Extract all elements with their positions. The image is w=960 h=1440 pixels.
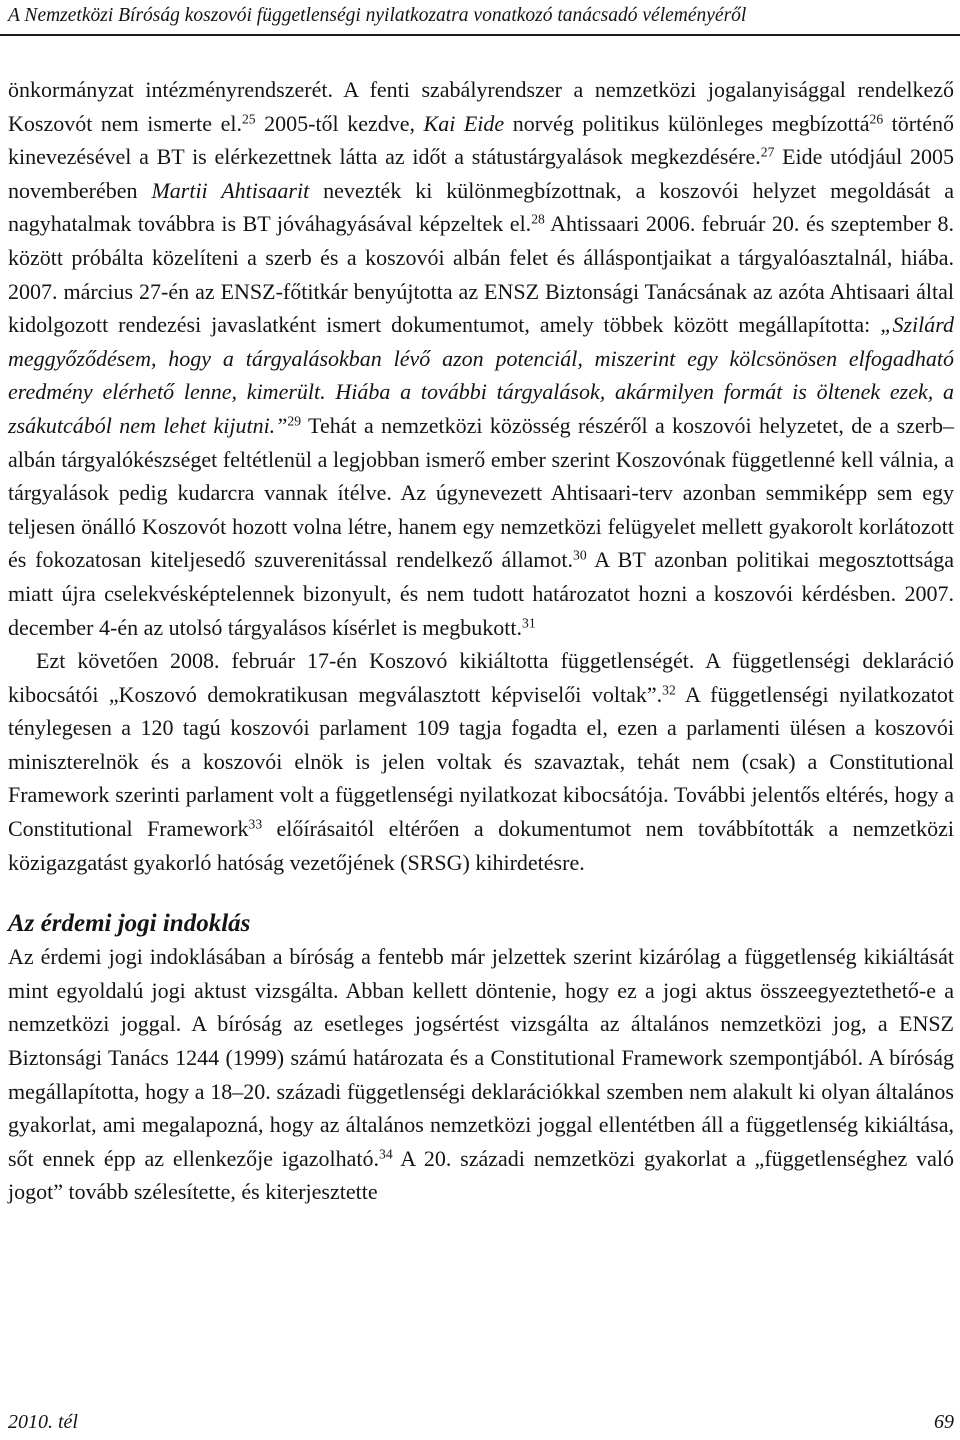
paragraph bbox=[8, 73, 954, 644]
footnote-ref: 34 bbox=[379, 1146, 393, 1162]
text-run: Eide utódjául 2005 novemberében bbox=[8, 144, 955, 203]
text-run: Ahtissaari 2006. február 20. és szeptember 8. között próbálta közelíteni a szerb és a koszovói albán felet és álláspontjaikat a tárgyalóasztalnál, hiába. 2007. március 27-én az ENSZ-főtitkár benyújtotta az ENSZ Biztonsági Tanácsának az azóta Ahtisaari által kidolgozott rendezési javaslatként ismert dokumentumot, amely többek között megállapította: bbox=[8, 211, 954, 338]
footnote-ref: 25 bbox=[241, 111, 256, 127]
text-run: nevezték ki különmegbízottnak, a koszovói helyzet megoldását a nagyhatalmak továbbra is BT jóváhagyásával képzeltek el. bbox=[8, 177, 954, 237]
footnote-ref: 27 bbox=[760, 144, 775, 160]
paragraph bbox=[8, 644, 954, 879]
text-run: előírásaitól eltérően a dokumentumot nem továbbították a nemzetközi közigazgatást gyakorló hatóság vezetőjének (SRSG) kihirdetésre. bbox=[8, 816, 954, 875]
footnote-ref: 28 bbox=[531, 211, 545, 227]
italic-name: Kai Eide bbox=[423, 110, 505, 136]
italic-name: Martii Ahtisaarit bbox=[151, 177, 310, 203]
text-run: történő kinevezésével a BT is elérkezettnek látta az időt a státustárgyalások megkezdésére. bbox=[8, 110, 954, 170]
footnote-ref: 29 bbox=[287, 413, 302, 429]
page-number: 69 bbox=[934, 1411, 954, 1433]
footnote-ref: 30 bbox=[573, 547, 587, 563]
footnote-ref: 33 bbox=[248, 816, 263, 832]
text-run: A függetlenségi nyilatkozatot ténylegesen a 120 tagú koszovói parlament 109 tagja fogadta el, ezen a parlamenti ülésen a koszovói miniszterelnök és a koszovói elnök is jelen voltak és szavaztak, tehát nem (csak) a Constitutional Framework szerinti parlament volt a függetlenségi nyilatkozat kibocsátója. További jelentős eltérés, hogy a Constitutional Framework bbox=[8, 681, 954, 842]
text-run: Az érdemi jogi indoklásában a bíróság a fentebb már jelzettek szerint kizárólag a függetlenség kikiáltását mint egyoldalú jogi aktust vizsgálta. Abban kellett döntenie, hogy ez a jogi aktus összeegyeztethető-e a nemzetközi joggal. A bíróság az esetleges jogsértést vizsgálta az általános nemzetközi jog, a ENSZ Biztonsági Tanács 1244 (1999) számú határozata és a Constitutional Framework szempontjából. A bíróság megállapította, hogy a 18–20. századi függetlenségi deklarációkkal szemben nem alakult ki olyan általános gyakorlat, ami megalapozná, hogy az általános nemzetközi joggal ellentétben áll a függetlenség kikiáltása, sőt ennek épp az ellenkezője igazolható. bbox=[8, 944, 954, 1171]
text-run: A BT azonban politikai megosztottsága miatt újra cselekvésképtelennek bizonyult, és nem tudott határozatot hozni a koszovói kérdésben. 2007. december 4-én az utolsó tárgyalásos kísérlet is megbukott. bbox=[8, 547, 954, 640]
issue-label: 2010. tél bbox=[8, 1411, 78, 1433]
article-body bbox=[8, 73, 954, 1209]
footnote-ref: 31 bbox=[522, 615, 536, 630]
text-run: önkormányzat intézményrendszerét. A fenti szabályrendszer a nemzetközi jogalanyisággal rendelkező Koszovót nem ismerte el. bbox=[8, 77, 954, 136]
footnote-ref: 26 bbox=[869, 111, 884, 127]
text-run: Ezt követően 2008. február 17-én Koszovó kikiáltotta függetlenségét. A függetlenségi deklaráció kibocsátói „Koszovó demokratikusan megválasztott képviselői voltak”. bbox=[8, 648, 954, 707]
section-heading: Az érdemi jogi indoklás bbox=[8, 910, 251, 938]
running-header: A Nemzetközi Bíróság koszovói függetlenségi nyilatkozatra vonatkozó tanácsadó véleményéről bbox=[8, 5, 747, 26]
footnote-ref: 32 bbox=[662, 682, 676, 698]
header-rule bbox=[0, 34, 960, 36]
text-run: norvég politikus különleges megbízottá bbox=[504, 110, 870, 136]
italic-quote: „Szilárd meggyőződésem, hogy a tárgyalásokban lévő azon potenciál, miszerint egy kölcsönösen elfogadható eredmény elérhető lenne, kimerült. Hiába a további tárgyalások, akármilyen formát is öltenek ezek, a zsákutcából nem lehet kijutni.” bbox=[8, 312, 954, 438]
text-run: A 20. századi nemzetközi gyakorlat a „függetlenséghez való jogot” tovább szélesítette, és kiterjesztette bbox=[8, 1145, 954, 1205]
paragraph bbox=[8, 940, 954, 1209]
text-run: Tehát a nemzetközi közösség részéről a koszovói helyzetet, de a szerb–albán tárgyalókészséget feltétlenül a legjobban ismerő ember szerint Koszovónak függetlenné kell válnia, a tárgyalások pedig kudarcra vannak ítélve. Az úgynevezett Ahtisaari-terv azonban semmiképp sem egy teljesen önálló Koszovót hozott volna létre, hanem egy nemzetközi felügyelet mellett gyakorolt korlátozott és fokozatosan kiteljesedő szuverenitással rendelkező államot. bbox=[8, 412, 955, 573]
text-run: 2005-től kezdve, bbox=[255, 110, 424, 136]
